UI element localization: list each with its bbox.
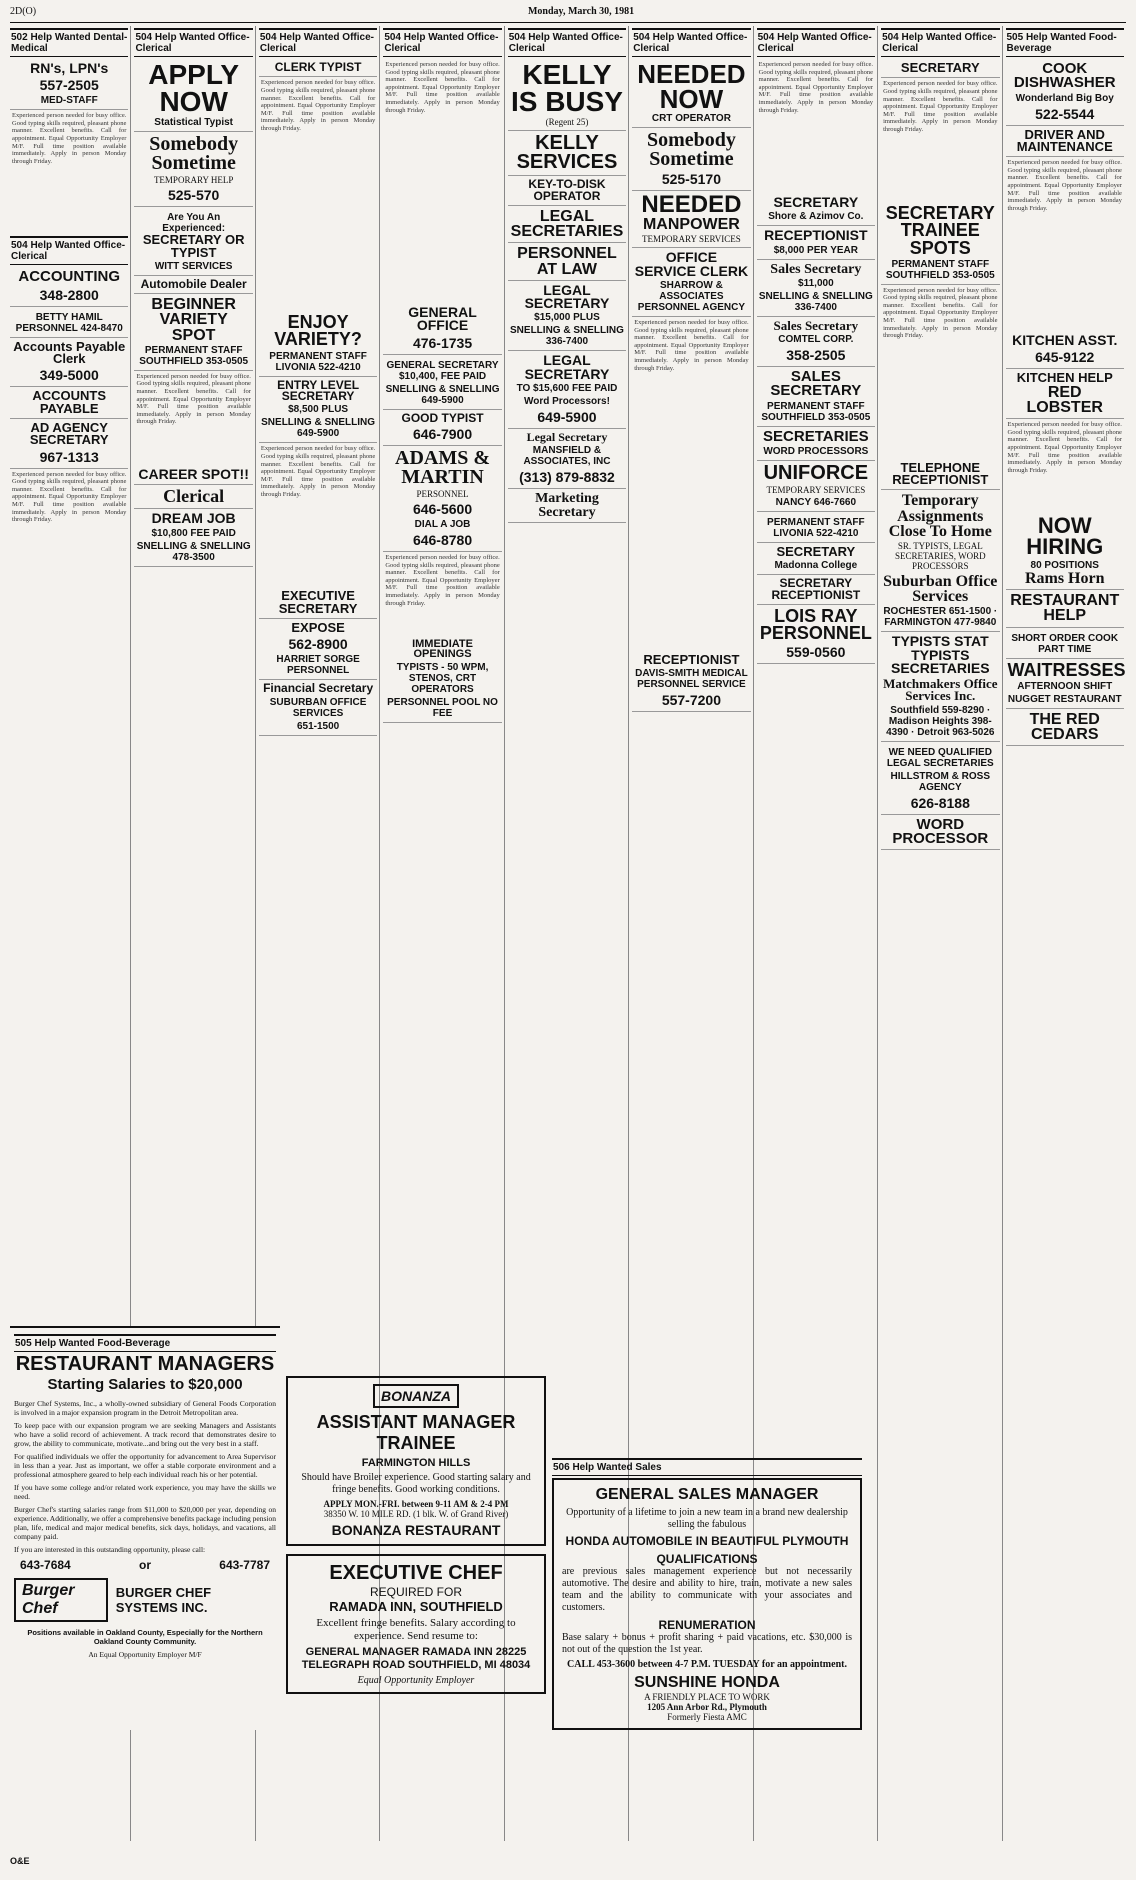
filler-text: Experienced person needed for busy office. Good typing skills required, pleasant phone manner. Excellent benefits. Call for appointment. Equal Opportunity Employer M/F. Full time position available immediately. Apply in person Monday through Friday. bbox=[883, 80, 998, 133]
ad-financial-secretary: Financial Secretary SUBURBAN OFFICE SERVICES 651-1500 bbox=[259, 680, 377, 735]
filler-text: Experienced person needed for busy office. Good typing skills required, pleasant phone manner. Excellent benefits. Call for appointment. Equal Opportunity Employer M/F. Full time position available immediately. Apply in person Monday through Friday. bbox=[883, 286, 998, 340]
filler-text: Experienced person needed for busy office. Good typing skills required, pleasant phone manner. Excellent benefits. Call for appointment. Equal Opportunity Employer M/F. Full time position available immediately. Apply in person Monday through Friday. bbox=[260, 445, 376, 498]
ad-legal-secretaries-2: WE NEED QUALIFIED LEGAL SECRETARIES HILLSTROM & ROSS AGENCY 626-8188 bbox=[881, 742, 999, 815]
column-8 bbox=[881, 26, 1002, 1841]
display-ads bbox=[10, 1326, 862, 1730]
sales-section bbox=[552, 1456, 862, 1730]
ad-executive-chef: EXECUTIVE CHEF REQUIRED FOR RAMADA INN, SOUTHFIELD Excellent fringe benefits. Salary according to experience. Send resume to: GENERAL MANAGER RAMADA INN 28225 TELEGRAPH ROAD SOUTHFIELD, MI 48034 Equal Opportunity Employer bbox=[286, 1554, 546, 1694]
ad-cook-dishwasher: COOK DISHWASHER Wonderland Big Boy 522-5544 bbox=[1006, 59, 1124, 126]
ad-receptionist-2: RECEPTIONIST $8,000 PER YEAR bbox=[757, 226, 875, 259]
ad-accounting: ACCOUNTING 348-2800 bbox=[10, 267, 128, 306]
ad-agency-secretary: AD AGENCY SECRETARY 967-1313 bbox=[10, 419, 128, 469]
ad-accounts-payable: ACCOUNTS PAYABLE bbox=[10, 387, 128, 419]
filler-text: Experienced person needed for busy office. Good typing skills required, pleasant phone manner. Excellent benefits. Call for appointment. Equal Opportunity Employer M/F. Full time position available immediately. Apply in person Monday through Friday. bbox=[385, 553, 500, 607]
ad-sales-secretary-3: SALES SECRETARY PERMANENT STAFF SOUTHFIELD 353-0505 bbox=[757, 367, 875, 427]
ad-legal-secretary: LEGAL SECRETARY $15,000 PLUS SNELLING & SNELLING 336-7400 bbox=[508, 281, 626, 352]
phone-number: 643-7787 bbox=[219, 1558, 270, 1572]
ad-kelly-busy: KELLY IS BUSY (Regent 25) bbox=[508, 59, 626, 131]
ad-somebody-sometime: Somebody Sometime TEMPORARY HELP 525-570 bbox=[134, 132, 252, 207]
classified-page bbox=[10, 6, 1126, 1866]
ad-needed-now: NEEDED NOW CRT OPERATOR bbox=[632, 59, 750, 128]
section-header: 506 Help Wanted Sales bbox=[552, 1458, 862, 1476]
ad-uniforce: UNIFORCE TEMPORARY SERVICES NANCY 646-7660 bbox=[757, 461, 875, 512]
ad-telephone-receptionist: TELEPHONE RECEPTIONIST bbox=[881, 459, 999, 491]
ad-kelly-services: KELLY SERVICES bbox=[508, 131, 626, 176]
ad-accounts-payable-clerk: Accounts Payable Clerk 349-5000 bbox=[10, 338, 128, 388]
section-header: 504 Help Wanted Office-Clerical bbox=[10, 236, 128, 265]
middle-display-ads bbox=[286, 1376, 546, 1730]
ad-betty: BETTY HAMIL PERSONNEL 424-8470 bbox=[10, 307, 128, 338]
ad-office-service-clerk: OFFICE SERVICE CLERK SHARROW & ASSOCIATES PERSONNEL AGENCY bbox=[632, 248, 750, 317]
ad-expose: EXPOSE 562-8900 HARRIET SORGE PERSONNEL bbox=[259, 619, 377, 680]
company-name: BURGER CHEF SYSTEMS INC. bbox=[115, 1585, 212, 1615]
section-header: 502 Help Wanted Dental-Medical bbox=[10, 28, 128, 57]
ad-rns: RN's, LPN's 557-2505 MED-STAFF bbox=[10, 59, 128, 110]
ad-sales-secretary-2: Sales Secretary COMTEL CORP. 358-2505 bbox=[757, 317, 875, 367]
phone-number: 643-7684 bbox=[20, 1558, 71, 1572]
ad-perm-livonia: PERMANENT STAFF LIVONIA 522-4210 bbox=[757, 512, 875, 543]
filler-text: Experienced person needed for busy office. Good typing skills required, pleasant phone manner. Excellent benefits. Call for appointment. Equal Opportunity Employer M/F. Full time position available immediately. Apply in person Monday through Friday. bbox=[1007, 159, 1122, 212]
ad-driver-maintenance: DRIVER AND MAINTENANCE bbox=[1006, 126, 1124, 158]
ad-key-to-disk: KEY-TO-DISK OPERATOR bbox=[508, 176, 626, 206]
ad-secretary: SECRETARY Shore & Azimov Co. bbox=[757, 193, 875, 226]
ad-restaurant-managers: 505 Help Wanted Food-Beverage RESTAURANT MANAGERS Starting Salaries to $20,000 Burger Chef Systems, Inc., a wholly-owned subsidiary of General Foods Corporation is involved in a major expansion program in the Detroit Metropolitan area. To keep pace with our expansion program we are seeking Managers and Assistants who have a solid record of achievement. A track record that demonstrates desire to grow, the ability to communicate, motivate...and bring out the very best in a staff. For qualified individuals we offer the opportunity for advancement to Area Supervisor in less than a year. Just as important, we offer a stable corporate environment and a professional atmosphere geared to help each individual reach his or her potential. If you have some college and/or related work experience, you may have the skills we need. Burger Chef's starting salaries range from $11,000 to $20,000 per year, depending on experience. Additionally, we offer a comprehensive benefits package including pension plan, life, medical and major medical benefits, sick days, holidays, and vacations, all company paid. If you are interested in this outstanding opportunity, please call: 643-7684 or 643-7787 Burger Chef BURGER CHEF SYSTEMS INC. Positions available in Oakland County, Especially for the Northern Oakland County Community. An Equal Opportunity Employer M/F bbox=[10, 1326, 280, 1730]
ad-secretary-3: SECRETARY bbox=[881, 59, 999, 78]
ad-secretary-receptionist: SECRETARY RECEPTIONIST bbox=[757, 575, 875, 605]
ad-auto-dealer: Automobile Dealer bbox=[134, 276, 252, 294]
ad-entry-level: ENTRY LEVEL SECRETARY $8,500 PLUS SNELLING & SNELLING 649-5900 bbox=[259, 377, 377, 444]
ad-legal-secretary-2: LEGAL SECRETARY TO $15,600 FEE PAID Word Processors! 649-5900 bbox=[508, 351, 626, 429]
ad-word-processor: WORD PROCESSOR bbox=[881, 815, 999, 851]
filler-text: Experienced person needed for busy office. Good typing skills required, pleasant phone manner. Excellent benefits. Call for appointment. Equal Opportunity Employer M/F. Full time position available immediately. Apply in person Monday through Friday. bbox=[12, 470, 127, 524]
page-date: Monday, March 30, 1981 bbox=[527, 6, 635, 17]
ad-receptionist: RECEPTIONIST DAVIS-SMITH MEDICAL PERSONNEL SERVICE 557-7200 bbox=[632, 651, 750, 712]
ad-legal-secretaries: LEGAL SECRETARIES bbox=[508, 206, 626, 243]
ad-sales-secretary: Sales Secretary $11,000 SNELLING & SNELLING 336-7400 bbox=[757, 260, 875, 317]
section-header: 504 Help Wanted Office-Clerical bbox=[383, 28, 501, 57]
ad-clerk-typist: CLERK TYPIST bbox=[259, 59, 377, 77]
filler-text: Experienced person needed for busy office. Good typing skills required, pleasant phone manner. Excellent benefits. Call for appointment. Equal Opportunity Employer M/F. Full time position available immediately. Apply in person Monday through Friday. bbox=[12, 112, 127, 165]
ad-career-spot: CAREER SPOT!! bbox=[134, 465, 252, 485]
or-label: or bbox=[139, 1558, 151, 1572]
ad-temporary-assignments: Temporary Assignments Close To Home SR. TYPISTS, LEGAL SECRETARIES, WORD PROCESSORS Suburban Office Services ROCHESTER 651-1500 · FARMINGTON 477-9840 bbox=[881, 490, 999, 632]
bonanza-logo: BONANZA bbox=[373, 1384, 459, 1408]
ad-beginner: BEGINNER VARIETY SPOT PERMANENT STAFF SOUTHFIELD 353-0505 bbox=[134, 294, 252, 371]
ad-personnel-at-law: PERSONNEL AT LAW bbox=[508, 243, 626, 280]
ad-short-order-cook: SHORT ORDER COOK PART TIME bbox=[1006, 628, 1124, 659]
footer-code: O&E bbox=[10, 1856, 30, 1866]
ad-apply-now: APPLY NOW Statistical Typist bbox=[134, 59, 252, 132]
ad-kitchen-asst: KITCHEN ASST. 645-9122 bbox=[1006, 331, 1124, 369]
ad-general-office: GENERAL OFFICE 476-1735 bbox=[383, 303, 501, 355]
section-header: 505 Help Wanted Food-Beverage bbox=[14, 1334, 276, 1352]
ad-general-secretary: GENERAL SECRETARY $10,400, FEE PAID SNELLING & SNELLING 649-5900 bbox=[383, 355, 501, 410]
ad-clerical: Clerical bbox=[134, 485, 252, 509]
section-header: 504 Help Wanted Office-Clerical bbox=[881, 28, 999, 57]
ad-somebody-sometime-2: Somebody Sometime 525-5170 bbox=[632, 128, 750, 191]
ad-dream-job: DREAM JOB $10,800 FEE PAID SNELLING & SNELLING 478-3500 bbox=[134, 509, 252, 566]
ad-kitchen-help: KITCHEN HELP RED LOBSTER bbox=[1006, 369, 1124, 419]
ad-adams-martin: ADAMS & MARTIN PERSONNEL 646-5600 DIAL A JOB 646-8780 bbox=[383, 446, 501, 552]
section-header: 504 Help Wanted Office-Clerical bbox=[259, 28, 377, 57]
filler-text: Experienced person needed for busy office. Good typing skills required, pleasant phone manner. Excellent benefits. Call for appointment. Equal Opportunity Employer M/F. Full time position available immediately. Apply in person Monday through Friday. bbox=[1007, 421, 1122, 474]
ad-typists: TYPISTS STAT TYPISTS SECRETARIES Matchmakers Office Services Inc. Southfield 559-8290 · Madison Heights 398-4390 · Detroit 963-5026 bbox=[881, 632, 999, 742]
ad-secretary-trainee: SECRETARY TRAINEE SPOTS PERMANENT STAFF SOUTHFIELD 353-0505 bbox=[881, 202, 999, 284]
ad-executive-secretary: EXECUTIVE SECRETARY bbox=[259, 587, 377, 619]
ad-red-cedars: THE RED CEDARS bbox=[1006, 709, 1124, 746]
ad-restaurant-help: RESTAURANT HELP bbox=[1006, 590, 1124, 627]
filler-text: Experienced person needed for busy office. Good typing skills required, pleasant phone manner. Excellent benefits. Call for appointment. Equal Opportunity Employer M/F. Full time position available immediately. Apply in person Monday through Friday. bbox=[260, 79, 376, 132]
section-header: 504 Help Wanted Office-Clerical bbox=[632, 28, 750, 57]
masthead bbox=[10, 6, 1126, 23]
filler-text: Experienced person needed for busy office. Good typing skills required, pleasant phone manner. Excellent benefits. Call for appointment. Equal Opportunity Employer M/F. Full time position available immediately. Apply in person Monday through Friday. bbox=[758, 61, 874, 114]
ad-secretaries: SECRETARIES WORD PROCESSORS bbox=[757, 427, 875, 461]
ad-needed: NEEDED MANPOWER TEMPORARY SERVICES bbox=[632, 191, 750, 248]
ad-good-typist: GOOD TYPIST 646-7900 bbox=[383, 410, 501, 446]
column-9 bbox=[1006, 26, 1126, 1841]
section-code: 2D(O) bbox=[10, 6, 37, 17]
ad-general-sales-manager: GENERAL SALES MANAGER Opportunity of a lifetime to join a new team in a brand new dealership selling the fabulous HONDA AUTOMOBILE IN BEAUTIFUL PLYMOUTH QUALIFICATIONS are previous sales management experience but not necessarily automotive. The desire and ability to hire, train, motivate a new sales team and the ability to communicate with your associates and customers. RENUMERATION Base salary + bonus + profit sharing + paid vacations, etc. $30,000 is not out of the question the 1st year. CALL 453-3600 between 4-7 P.M. TUESDAY for an appointment. SUNSHINE HONDA A FRIENDLY PLACE TO WORK 1205 Ann Arbor Rd., Plymouth Formerly Fiesta AMC bbox=[552, 1478, 862, 1730]
ad-marketing-secretary: Marketing Secretary bbox=[508, 489, 626, 523]
section-header: 504 Help Wanted Office-Clerical bbox=[757, 28, 875, 57]
filler-text: Experienced person needed for busy office. Good typing skills required, pleasant phone manner. Excellent benefits. Call for appointment. Equal Opportunity Employer M/F. Full time position available immediately. Apply in person Monday through Friday. bbox=[385, 61, 500, 114]
section-header: 505 Help Wanted Food-Beverage bbox=[1006, 28, 1124, 57]
ad-now-hiring: NOW HIRING 80 POSITIONS Rams Horn bbox=[1006, 513, 1124, 590]
section-header: 504 Help Wanted Office-Clerical bbox=[508, 28, 626, 57]
ad-legal-secretary-3: Legal Secretary MANSFIELD & ASSOCIATES, INC (313) 879-8832 bbox=[508, 429, 626, 489]
ad-bonanza: BONANZA ASSISTANT MANAGER TRAINEE FARMINGTON HILLS Should have Broiler experience. Good starting salary and fringe benefits. Good working conditions. APPLY MON.-FRI. between 9-11 AM & 2-4 PM 38350 W. 10 MILE RD. (1 blk. W. of Grand River) BONANZA RESTAURANT bbox=[286, 1376, 546, 1546]
ad-lois-ray: LOIS RAY PERSONNEL 559-0560 bbox=[757, 605, 875, 664]
ad-secretary-typist: Are You An Experienced: SECRETARY OR TYPIST WITT SERVICES bbox=[134, 207, 252, 276]
ad-waitresses: WAITRESSES AFTERNOON SHIFT NUGGET RESTAURANT bbox=[1006, 659, 1124, 709]
section-header: 504 Help Wanted Office-Clerical bbox=[134, 28, 252, 57]
ad-enjoy-variety: ENJOY VARIETY? PERMANENT STAFF LIVONIA 522-4210 bbox=[259, 311, 377, 376]
burger-chef-logo: Burger Chef bbox=[14, 1578, 108, 1622]
filler-text: Experienced person needed for busy office. Good typing skills required, pleasant phone manner. Excellent benefits. Call for appointment. Equal Opportunity Employer M/F. Full time position available immediately. Apply in person Monday through Friday. bbox=[634, 318, 749, 372]
ad-secretary-2: SECRETARY Madonna College bbox=[757, 543, 875, 575]
ad-immediate-openings: IMMEDIATE OPENINGS TYPISTS - 50 WPM, STENOS, CRT OPERATORS PERSONNEL POOL NO FEE bbox=[383, 636, 501, 723]
filler-text: Experienced person needed for busy office. Good typing skills required, pleasant phone manner. Excellent benefits. Call for appointment. Equal Opportunity Employer M/F. Full time position available immediately. Apply in person Monday through Friday. bbox=[136, 372, 251, 426]
